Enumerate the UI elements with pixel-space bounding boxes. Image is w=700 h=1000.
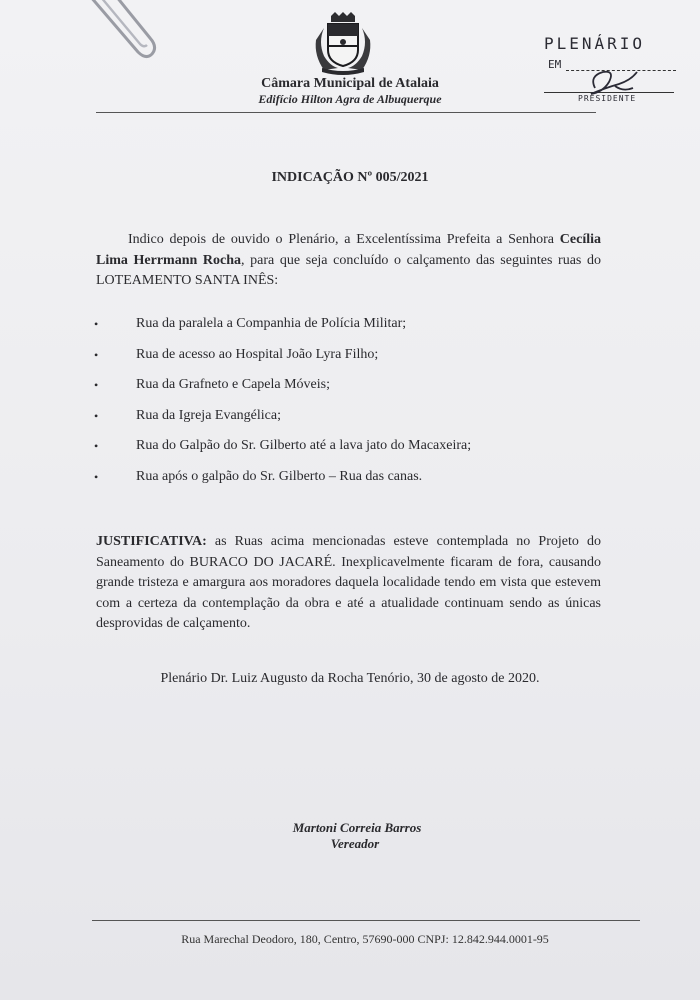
street-name: Rua da Igreja Evangélica; xyxy=(136,407,281,423)
organization-name: Câmara Municipal de Atalaia xyxy=(261,76,439,91)
list-item xyxy=(94,438,614,469)
intro-text-part1: Indico depois de ouvido o Plenário, a Excelentíssima Prefeita a Senhora xyxy=(128,232,560,247)
closing-line: Plenário Dr. Luiz Augusto da Rocha Tenório, 30 de agosto de 2020. xyxy=(160,671,540,686)
header-divider xyxy=(96,112,596,113)
street-name: Rua do Galpão do Sr. Gilberto até a lava jato do Macaxeira; xyxy=(136,438,472,454)
list-item xyxy=(94,347,614,378)
stamp-title: PLENÁRIO xyxy=(544,34,646,53)
bullet-icon: • xyxy=(94,347,99,362)
street-list xyxy=(94,316,614,500)
paper-clip-icon xyxy=(86,0,160,60)
list-item xyxy=(94,316,614,347)
list-item xyxy=(94,408,614,439)
bullet-icon: • xyxy=(94,408,99,423)
stamp-role-label: PRESIDENTE xyxy=(578,94,637,103)
footer-divider xyxy=(92,920,640,921)
bullet-icon: • xyxy=(94,378,99,393)
street-name: Rua após o galpão do Sr. Gilberto – Rua das canas. xyxy=(136,468,423,484)
list-item xyxy=(94,377,614,408)
justification-label: JUSTIFICATIVA: xyxy=(96,534,207,549)
stamp-em-label: EM xyxy=(548,58,562,71)
justification-text: as Ruas acima mencionadas esteve contemplada no Projeto do Saneamento do BURACO DO JACARÉ. Inexplicavelmente ficaram de fora, causando grande tristeza e amargura aos moradores daquela localidade tendo em vista que estevem com a certeza da contemplação da obra e até a atualidade continuam sendo as únicas desprovidas de calçamento. xyxy=(96,534,601,631)
street-name: Rua de acesso ao Hospital João Lyra Filho; xyxy=(136,346,379,362)
bullet-icon: • xyxy=(94,439,99,454)
list-item xyxy=(94,469,614,500)
justification-paragraph xyxy=(96,532,601,635)
street-name: Rua da Grafneto e Capela Móveis; xyxy=(136,377,330,393)
signatory-role: Vereador xyxy=(330,836,380,851)
bullet-icon: • xyxy=(94,317,99,331)
footer-address: Rua Marechal Deodoro, 180, Centro, 57690-000 CNPJ: 12.842.944.0001-95 xyxy=(181,932,549,946)
intro-text-part2: , para que seja concluído o calçamento das seguintes ruas do LOTEAMENTO SANTA INÊS: xyxy=(96,252,602,288)
handwritten-signature-icon xyxy=(575,58,655,102)
municipal-coat-of-arms-icon xyxy=(310,12,376,76)
street-name: Rua da paralela a Companhia de Polícia Militar; xyxy=(136,316,407,331)
bullet-icon: • xyxy=(94,469,99,484)
signatory-name: Martoni Correia Barros xyxy=(292,820,422,835)
mayor-name: Cecília Lima Herrmann Rocha xyxy=(96,232,601,268)
intro-paragraph xyxy=(96,230,601,292)
building-name: Edifício Hilton Agra de Albuquerque xyxy=(258,92,442,106)
document-title: INDICAÇÃO Nº 005/2021 xyxy=(271,170,429,185)
